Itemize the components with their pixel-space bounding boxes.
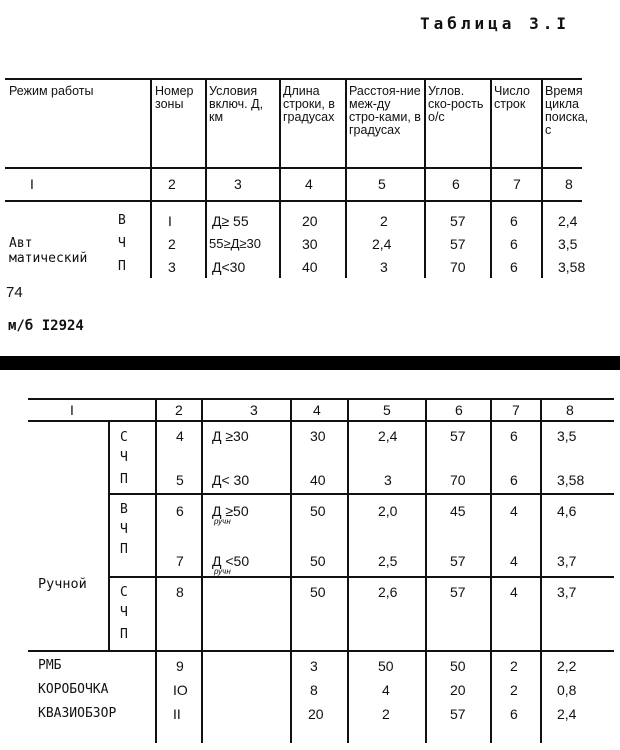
lines-cell: 2 [510, 658, 518, 674]
col-num-7: 7 [513, 176, 521, 192]
col-num-8: 8 [565, 176, 573, 192]
condition-cell: Д <50 ручн [212, 553, 250, 576]
speed-cell: 20 [450, 682, 466, 698]
speed-cell: 57 [450, 553, 466, 569]
lines-cell: 2 [510, 682, 518, 698]
submode-label: П [118, 259, 126, 274]
condition-cell: Д ≥50 ручн [212, 503, 249, 526]
header-line-spacing: Расстоя-ние меж-ду стро-ками, в градусах [349, 84, 421, 137]
col-num-2: 2 [175, 402, 183, 418]
length-cell: 40 [302, 259, 318, 275]
header-line-length: Длина строки, в градусах [283, 84, 335, 124]
header-angular-speed: Углов. ско-рость о/с [428, 84, 484, 124]
condition-subscript: ручн [214, 567, 231, 576]
zone-cell: 7 [176, 553, 184, 569]
zone-cell: 5 [176, 472, 184, 488]
condition-subscript: ручн [214, 517, 231, 526]
speed-cell: 57 [450, 706, 466, 722]
time-cell: 3,7 [557, 553, 577, 569]
submode-label: П [120, 627, 128, 642]
lines-cell: 6 [510, 213, 518, 229]
scan-divider [0, 356, 620, 370]
length-cell: 8 [310, 682, 318, 698]
page-number: 74 [6, 284, 23, 301]
speed-cell: 45 [450, 503, 466, 519]
length-cell: 20 [308, 706, 324, 722]
length-cell: 50 [310, 584, 326, 600]
speed-cell: 57 [450, 584, 466, 600]
spacing-cell: 2,4 [372, 236, 392, 252]
condition-cell: Д<30 [212, 259, 246, 275]
spacing-cell: 3 [380, 259, 388, 275]
submode-label: В [118, 213, 126, 228]
zone-cell: 2 [168, 236, 176, 252]
col-num-2: 2 [168, 176, 176, 192]
lines-cell: 6 [510, 472, 518, 488]
header-mode: Режим работы [9, 84, 94, 98]
time-cell: 2,4 [557, 706, 577, 722]
spacing-cell: 2,6 [378, 584, 398, 600]
submode-label: Ч [118, 236, 126, 251]
length-cell: 30 [302, 236, 318, 252]
zone-cell: IO [173, 682, 188, 698]
mode-manual: Ручной [38, 576, 87, 592]
spacing-cell: 2,0 [378, 503, 398, 519]
length-cell: 50 [310, 503, 326, 519]
submode-label: Ч [120, 450, 128, 465]
table-title: Таблица 3.I [420, 14, 570, 33]
time-cell: 2,4 [558, 213, 578, 229]
zone-cell: 4 [176, 428, 184, 444]
length-cell: 30 [310, 428, 326, 444]
length-cell: 3 [310, 658, 318, 674]
zone-cell: 8 [176, 584, 184, 600]
footer-code: м/б I2924 [8, 318, 84, 334]
col-num-6: 6 [455, 402, 463, 418]
col-num-5: 5 [383, 402, 391, 418]
header-zone: Номер зоны [155, 84, 194, 111]
header-cycle-time: Время цикла поиска, с [545, 84, 589, 137]
col-num-4: 4 [305, 176, 313, 192]
col-num-3: 3 [250, 402, 258, 418]
spacing-cell: 3 [384, 472, 392, 488]
zone-cell: 3 [168, 259, 176, 275]
length-cell: 50 [310, 553, 326, 569]
header-conditions: Условия включ. Д, км [209, 84, 264, 124]
col-num-5: 5 [378, 176, 386, 192]
submode-label: С [120, 430, 128, 445]
length-cell: 40 [310, 472, 326, 488]
zone-cell: 9 [176, 658, 184, 674]
condition-cell: Д< 30 [212, 472, 250, 488]
time-cell: 0,8 [557, 682, 577, 698]
speed-cell: 50 [450, 658, 466, 674]
lines-cell: 6 [510, 236, 518, 252]
spacing-cell: 2 [382, 706, 390, 722]
time-cell: 4,6 [557, 503, 577, 519]
mode-name: КОРОБОЧКА [38, 682, 109, 697]
lines-cell: 6 [510, 259, 518, 275]
mode-automatic: Авт матический [9, 236, 88, 266]
lines-cell: 6 [510, 706, 518, 722]
header-line-count: Число строк [494, 84, 530, 111]
col-num-4: 4 [313, 402, 321, 418]
speed-cell: 57 [450, 428, 466, 444]
submode-label: П [120, 472, 128, 487]
spacing-cell: 4 [382, 682, 390, 698]
speed-cell: 70 [450, 472, 466, 488]
submode-label: Ч [120, 522, 128, 537]
spacing-cell: 2,5 [378, 553, 398, 569]
col-num-3: 3 [234, 176, 242, 192]
time-cell: 2,2 [557, 658, 577, 674]
submode-label: Ч [120, 605, 128, 620]
speed-cell: 57 [450, 236, 466, 252]
col-num-7: 7 [512, 402, 520, 418]
time-cell: 3,7 [557, 584, 577, 600]
condition-cell: Д ≥30 [212, 428, 249, 444]
lines-cell: 6 [510, 428, 518, 444]
zone-cell: 6 [176, 503, 184, 519]
time-cell: 3,5 [557, 428, 577, 444]
submode-label: П [120, 542, 128, 557]
col-num-1: I [30, 176, 34, 192]
time-cell: 3,58 [558, 259, 586, 275]
spacing-cell: 2,4 [378, 428, 398, 444]
spacing-cell: 2 [380, 213, 388, 229]
lines-cell: 4 [510, 584, 518, 600]
zone-cell: II [173, 706, 181, 722]
time-cell: 3,5 [558, 236, 578, 252]
time-cell: 3,58 [557, 472, 585, 488]
speed-cell: 57 [450, 213, 466, 229]
condition-cell: 55≥Д≥30 [209, 236, 261, 251]
mode-name: КВАЗИОБЗОР [38, 706, 117, 721]
length-cell: 20 [302, 213, 318, 229]
col-num-6: 6 [452, 176, 460, 192]
mode-name: РМБ [38, 658, 62, 673]
spacing-cell: 50 [378, 658, 394, 674]
col-num-1: I [70, 402, 74, 418]
zone-cell: I [168, 213, 172, 229]
submode-label: С [120, 585, 128, 600]
condition-cell: Д≥ 55 [212, 213, 249, 229]
speed-cell: 70 [450, 259, 466, 275]
lines-cell: 4 [510, 553, 518, 569]
col-num-8: 8 [566, 402, 574, 418]
submode-label: В [120, 502, 128, 517]
lines-cell: 4 [510, 503, 518, 519]
